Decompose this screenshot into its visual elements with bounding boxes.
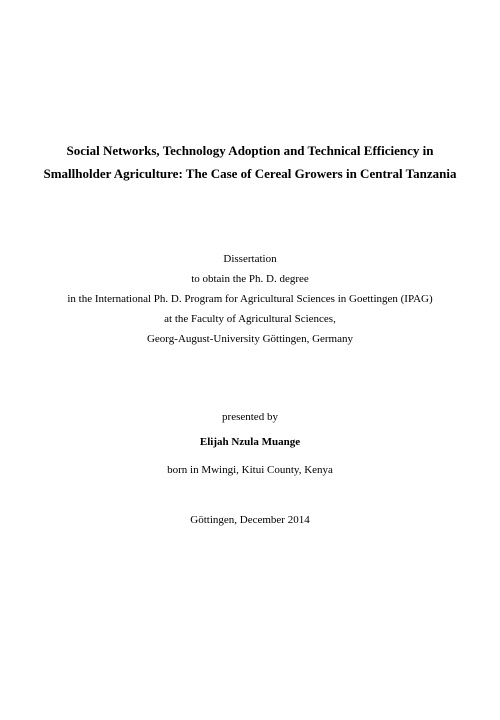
- presented-by-label: presented by: [222, 411, 278, 423]
- faculty-name: at the Faculty of Agricultural Sciences,: [164, 313, 336, 325]
- author-birthplace: born in Mwingi, Kitui County, Kenya: [167, 464, 333, 476]
- dissertation-label: Dissertation: [223, 253, 277, 265]
- author-name: Elijah Nzula Muange: [199, 436, 301, 448]
- thesis-title-line-1: Social Networks, Technology Adoption and Technical Efficiency in: [66, 143, 434, 158]
- degree-purpose: to obtain the Ph. D. degree: [191, 273, 309, 285]
- place-and-date: Göttingen, December 2014: [190, 514, 310, 526]
- thesis-title-line-2: Smallholder Agriculture: The Case of Cereal Growers in Central Tanzania: [43, 166, 457, 181]
- program-name: in the International Ph. D. Program for Agricultural Sciences in Goettingen (IPAG): [67, 293, 433, 305]
- university-name: Georg-August-University Göttingen, Germany: [146, 333, 353, 345]
